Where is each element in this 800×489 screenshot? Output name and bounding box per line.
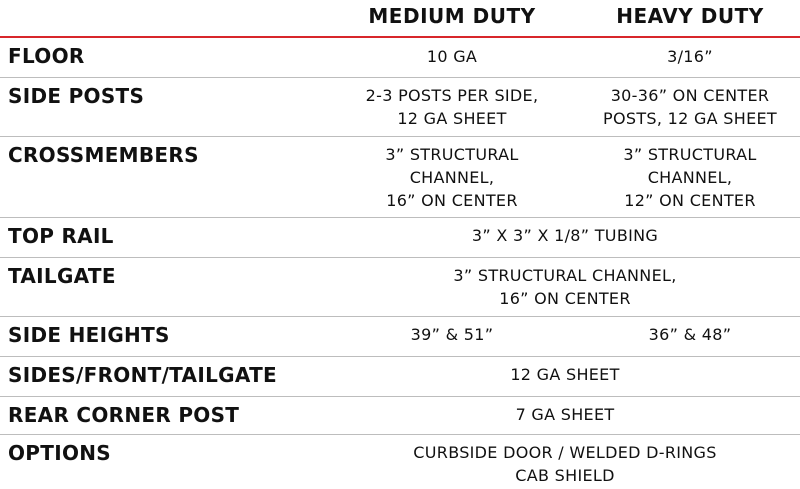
cell-line: CURBSIDE DOOR / WELDED D-RINGS (413, 443, 717, 462)
cell-line: 12 GA SHEET (397, 109, 507, 128)
row-label: OPTIONS (8, 441, 111, 465)
cell-line: 12 GA SHEET (510, 365, 620, 384)
column-header-medium-duty: MEDIUM DUTY (368, 4, 536, 28)
cell-line: 36” & 48” (648, 325, 732, 344)
cell-line: 7 GA SHEET (515, 405, 615, 424)
cell-line: 16” ON CENTER (386, 191, 518, 210)
table-row-options (0, 435, 800, 489)
medium-duty-cell (330, 84, 574, 130)
row-label: CROSSMEMBERS (8, 143, 199, 167)
cell-line: CAB SHIELD (515, 466, 615, 485)
row-label: SIDE POSTS (8, 84, 145, 108)
table-row-floor (0, 38, 800, 78)
table-row-crossmembers (0, 137, 800, 218)
cell-line: 30-36” ON CENTER (610, 86, 770, 105)
table-row-rear-corner-post (0, 397, 800, 435)
cell-line: 10 GA (426, 47, 478, 66)
table-row-side-posts (0, 78, 800, 137)
table-row-side-heights (0, 317, 800, 357)
cell-line: 3” STRUCTURAL (385, 145, 519, 164)
table-row-tailgate (0, 258, 800, 317)
cell-line: 2-3 POSTS PER SIDE, (365, 86, 539, 105)
cell-line: 3” X 3” X 1/8” TUBING (471, 226, 659, 245)
table-row-top-rail (0, 218, 800, 258)
row-label: FLOOR (8, 44, 85, 68)
heavy-duty-cell (580, 143, 800, 212)
cell-line: 16” ON CENTER (499, 289, 631, 308)
row-label: TAILGATE (8, 264, 116, 288)
shared-cell (330, 363, 800, 386)
table-row-sides-front-tailgate (0, 357, 800, 397)
heavy-duty-cell (580, 45, 800, 68)
row-label: SIDE HEIGHTS (8, 323, 170, 347)
heavy-duty-cell (580, 323, 800, 346)
cell-line: 12” ON CENTER (624, 191, 756, 210)
row-label: SIDES/FRONT/TAILGATE (8, 363, 277, 387)
column-header-heavy-duty: HEAVY DUTY (616, 4, 764, 28)
cell-line: POSTS, 12 GA SHEET (603, 109, 777, 128)
cell-line: CHANNEL, (409, 168, 495, 187)
cell-line: CHANNEL, (647, 168, 733, 187)
table-header (0, 0, 800, 38)
row-label: REAR CORNER POST (8, 403, 240, 427)
medium-duty-cell (330, 45, 574, 68)
shared-cell (330, 264, 800, 310)
cell-line: 3/16” (667, 47, 713, 66)
shared-cell (330, 441, 800, 487)
shared-cell (330, 224, 800, 247)
medium-duty-cell (330, 323, 574, 346)
cell-line: 3” STRUCTURAL CHANNEL, (453, 266, 677, 285)
heavy-duty-cell (580, 84, 800, 130)
row-label: TOP RAIL (8, 224, 114, 248)
cell-line: 39” & 51” (410, 325, 494, 344)
cell-line: 3” STRUCTURAL (623, 145, 757, 164)
shared-cell (330, 403, 800, 426)
medium-duty-cell (330, 143, 574, 212)
